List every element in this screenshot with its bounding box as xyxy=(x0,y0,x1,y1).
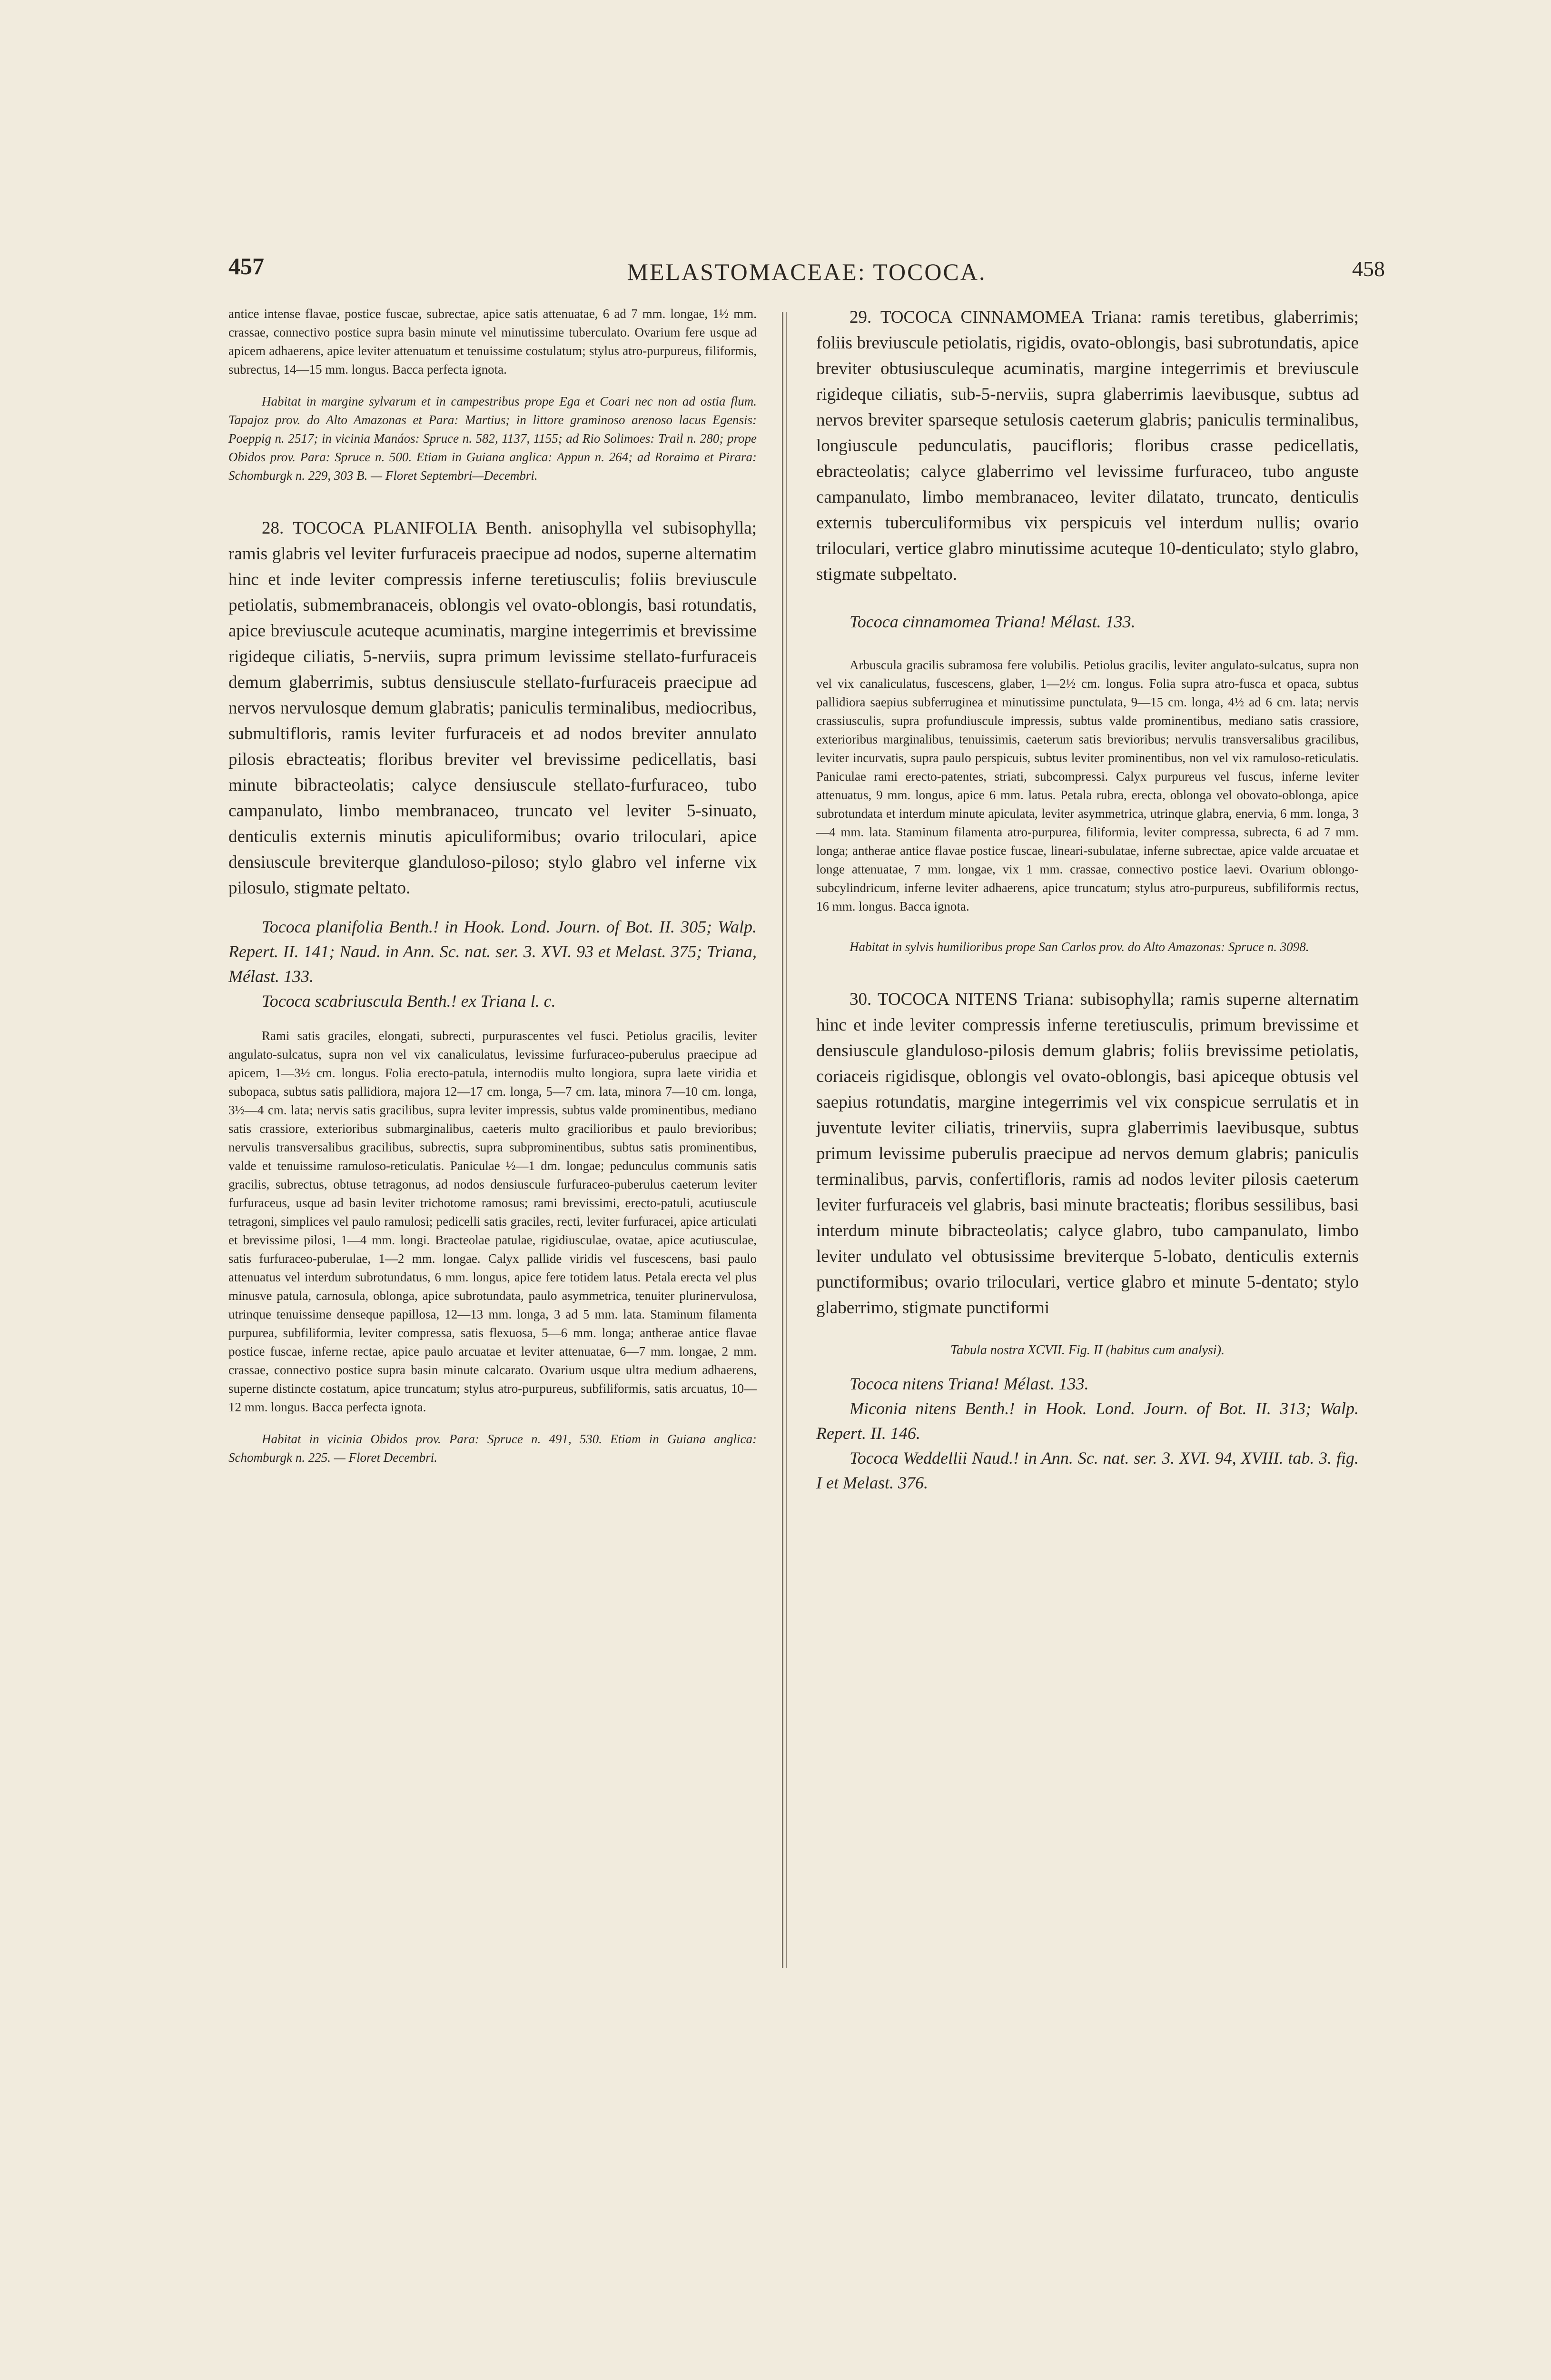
synonym-28-b: Tococa scabriuscula Benth.! ex Triana l. c. xyxy=(262,992,556,1011)
column-rule-inner xyxy=(786,312,787,1968)
column-rule xyxy=(782,312,783,1968)
continued-description: antice intense flavae, postice fuscae, subrectae, apice satis attenuatae, 6 ad 7 mm. longae, 1½ mm. crassae, connectivo postice supra basin minute vel minutissime tuberculato. Ovarium fere usque ad apicem adhaerens, apice leviter attenuatum et tenuissime costulatum; stylus atro-purpureus, filiformis, subrectus, 14—15 mm. longus. Bacca perfecta ignota. xyxy=(228,307,757,377)
page-number-left: 457 xyxy=(228,253,264,279)
habitat-29: Habitat in sylvis humilioribus prope San Carlos prov. do Alto Amazonas: Spruce n. 3098. xyxy=(850,940,1309,954)
species-29-diagnosis: 29. TOCOCA CINNAMOMEA Triana: ramis teretibus, glaberrimis; foliis breviuscule petiolatis, rigidis, ovato-oblongis, basi subrotundatis, apice breviter obtusiusculeque acuminatis, margine integerrimis et breviuscule rigideque ciliatis, sub-5-nerviis, supra glaberrimis laevibusque, subtus ad nervos breviter sparseque setulosis caeterum glabris; paniculis terminalibus, longiuscule pedunculatis, paucifloris; floribus crasse pedicellatis, ebracteolatis; calyce glaberrimo vel levissime furfuraceo, tubo anguste campanulato, limbo membranaceo, leviter dilatato, truncato, denticulis externis tuberculiformibus vix perspicuis vel interdum nullis; ovario triloculari, vertice glabro minutissime acuteque 10-denticulato; stylo glabro, stigmate subpeltato. xyxy=(816,307,1359,584)
species-28-diagnosis: 28. TOCOCA PLANIFOLIA Benth. anisophylla vel subisophylla; ramis glabris vel leviter furfuraceis praecipue ad nodos, superne alternatim hinc et inde leviter compressis inferne teretiusculis; foliis breviuscule petiolatis, submembranaceis, oblongis vel ovato-oblongis, basi rotundatis, apice breviuscule acuteque acuminatis, margine integerrimis et brevissime rigideque ciliatis, 5-nerviis, supra primum levissime stellato-furfuraceis demum glaberrimis, subtus densiuscule stellato-furfuraceis praecipue ad nervos nervulosque demum glabratis; paniculis terminalibus, mediocribus, submultifloris, ramis leviter furfuraceis et ad nodos breviter annulato pilosis ebracteatis; floribus breviter vel brevissime pedicellatis, basi minute bibracteolatis; calyce densiuscule stellato-furfuraceo, tubo campanulato, limbo membranaceo, truncato vel leviter 5-sinuato, denticulis externis minutis apiculiformibus; ovario triloculari, apice densiuscule breviterque glanduloso-piloso; stylo glabro vel inferne vix pilosulo, stigmate peltato. xyxy=(228,518,757,898)
habitat-27: Habitat in margine sylvarum et in campestribus prope Ega et Coari nec non ad ostia flum. Tapajoz prov. do Alto Amazonas et Para: Martius; in littore graminoso arenoso lacus Egensis: Poeppig n. 2517; in vicinia Manáos: Spruce n. 582, 1137, 1155; ad Rio Solimoes: Trail n. 280; prope Obidos prov. Para: Spruce n. 500. Etiam in Guiana anglica: Appun n. 264; ad Roraima et Pirara: Schomburgk n. 229, 303 B. — Floret Septembri—Decembri. xyxy=(228,394,757,483)
synonym-29: Tococa cinnamomea Triana! Mélast. 133. xyxy=(850,612,1136,631)
plate-reference: Tabula nostra XCVII. Fig. II (habitus cum analysi). xyxy=(950,1343,1225,1358)
habitat-28: Habitat in vicinia Obidos prov. Para: Spruce n. 491, 530. Etiam in Guiana anglica: Schomburgk n. 225. — Floret Decembri. xyxy=(228,1432,757,1465)
synonym-30-a: Tococa nitens Triana! Mélast. 133. xyxy=(850,1374,1089,1393)
species-29-description: Arbuscula gracilis subramosa fere volubilis. Petiolus gracilis, leviter angulato-sulcatus, supra non vel vix canaliculatus, fuscescens, glaber, 1—2½ cm. longus. Folia supra atro-fusca et opaca, subtus pallidiora saepius subferruginea et minutissime punctulata, 9—15 cm. longa, 4½ ad 6 cm. lata; nervis crassiusculis, supra profundiuscule impressis, subtus valde prominentibus, mediano satis crassiore, exterioribus marginalibus, tenuissimis, caeterum satis brevioribus; nervulis transversalibus gracilibus, leviter incurvatis, supra paulo perspicuis, subtus leviter prominentibus, non vel vix ramuloso-reticulatis. Paniculae rami erecto-patentes, striati, subcompressi. Calyx purpureus vel fuscus, inferne leviter attenuatus, 9 mm. longus, apice 6 mm. latus. Petala rubra, erecta, oblonga vel obovato-oblonga, apice subrotundata et interdum minute apiculata, leviter asymmetrica, utrinque glabra, enervia, 6 mm. longa, 3—4 mm. lata. Staminum filamenta atro-purpurea, filiformia, leviter compressa, subrecta, 6 ad 7 mm. longa; antherae antice flavae postice fuscae, lineari-subulatae, inferne subrectae, apice valde arcuatae et longe attenuatae, 7 mm. longae, vix 1 mm. crassae, connectivo postice laevi. Ovarium oblongo-subcylindricum, inferne leviter adhaerens, apice truncatum; stylus atro-purpureus, subfiliformis rectus, 16 mm. longus. Bacca ignota. xyxy=(816,658,1359,913)
page-number-right: 458 xyxy=(1352,257,1385,281)
synonym-28-a: Tococa planifolia Benth.! in Hook. Lond. Journ. of Bot. II. 305; Walp. Repert. II. 141; Naud. in Ann. Sc. nat. ser. 3. XVI. 93 et Melast. 375; Triana, Mélast. 133. xyxy=(228,917,757,986)
synonym-30-b: Miconia nitens Benth.! in Hook. Lond. Journ. of Bot. II. 313; Walp. Repert. II. 146. xyxy=(816,1399,1359,1443)
species-28-description: Rami satis graciles, elongati, subrecti, purpurascentes vel fusci. Petiolus gracilis, leviter angulato-sulcatus, supra non vel vix canaliculatus, levissime furfuraceo-puberulus praecipue ad apicem, 1—3½ cm. longus. Folia erecto-patula, internodiis multo longiora, supra laete viridia et subopaca, subtus satis pallidiora, majora 12—17 cm. longa, 5—7 cm. lata, minora 7—10 cm. longa, 3½—4 cm. lata; nervis satis gracilibus, supra leviter impressis, subtus valde prominentibus, mediano satis crassiore, exterioribus submarginalibus, caeteris multo gracilioribus et paulo brevioribus; nervulis transversalibus gracilibus, subrectis, supra subprominentibus, subtus satis prominentibus, valde et tenuissime ramuloso-reticulatis. Paniculae ½—1 dm. longae; pedunculus communis satis gracilis, subrectus, obtuse tetragonus, ad nodos densiuscule furfuraceo-puberulus caeterum leviter furfuraceus, usque ad basin leviter trichotome ramosus; rami brevissimi, erecto-patuli, acutiuscule tetragoni, simplices vel paulo ramulosi; pedicelli satis graciles, recti, leviter furfuracei, apice articulati et brevissime pilosi, 1—4 mm. longi. Bracteolae patulae, rigidiusculae, ovatae, apice acutiusculae, satis furfuraceo-puberulae, 1—2 mm. longae. Calyx pallide viridis vel fuscescens, basi paulo attenuatus vel interdum subrotundatus, 6 mm. longus, apice fere totidem latus. Petala erecta vel plus minusve patula, carnosula, oblonga, apice subrotundata, paulo asymmetrica, tenuiter plurinervulosa, utrinque tenuissime denseque papillosa, 12—13 mm. longa, 3 ad 5 mm. lata. Staminum filamenta purpurea, subfiliformia, leviter compressa, satis flexuosa, 5—6 mm. longa; antherae antice flavae postice fuscae, inferne rectae, apice paulo arcuatae et leviter attenuatae, 6—7 mm. longae, 2 mm. crassae, connectivo postice supra basin minute calcarato. Ovarium usque ultra medium adhaerens, superne distincte costatum, apice truncatum; stylus atro-purpureus, subfiliformis, satis arcuatus, 10—12 mm. longus. Bacca perfecta ignota. xyxy=(228,1029,757,1414)
species-30-diagnosis: 30. TOCOCA NITENS Triana: subisophylla; ramis superne alternatim hinc et inde leviter compressis inferne teretiusculis, primum brevissime et densiuscule glanduloso-pilosis demum glabris; foliis brevissime petiolatis, coriaceis rigidisque, oblongis vel ovato-oblongis, basi apiceque obtusis vel saepius rotundatis, margine integerrimis vel vix conspicue serrulatis et in juventute leviter ciliatis, trinerviis, supra glaberrimis laevibusque, subtus primum levissime puberulis praecipue ad nervos demum glabris; paniculis terminalibus, parvis, confertifloris, ramis ad nodos leviter pilosis caeterum leviter furfuraceis vel glabris, basi minute bracteatis; floribus sessilibus, basi interdum minute bibracteolatis; calyce glabro, tubo campanulato, limbo leviter undulato vel obtusissime breviterque 5-lobato, denticulis externis punctiformibus; ovario triloculari, vertice glabro et minute 5-dentato; stylo glaberrimo, stigmate punctiformi xyxy=(816,990,1359,1318)
synonym-30-c: Tococa Weddellii Naud.! in Ann. Sc. nat. ser. 3. XVI. 94, XVIII. tab. 3. fig. I et Melast. 376. xyxy=(816,1448,1359,1492)
running-title: MELASTOMACEAE: TOCOCA. xyxy=(627,258,987,285)
left-column xyxy=(228,305,757,1467)
right-column xyxy=(816,305,1359,1495)
running-header xyxy=(228,252,1385,290)
